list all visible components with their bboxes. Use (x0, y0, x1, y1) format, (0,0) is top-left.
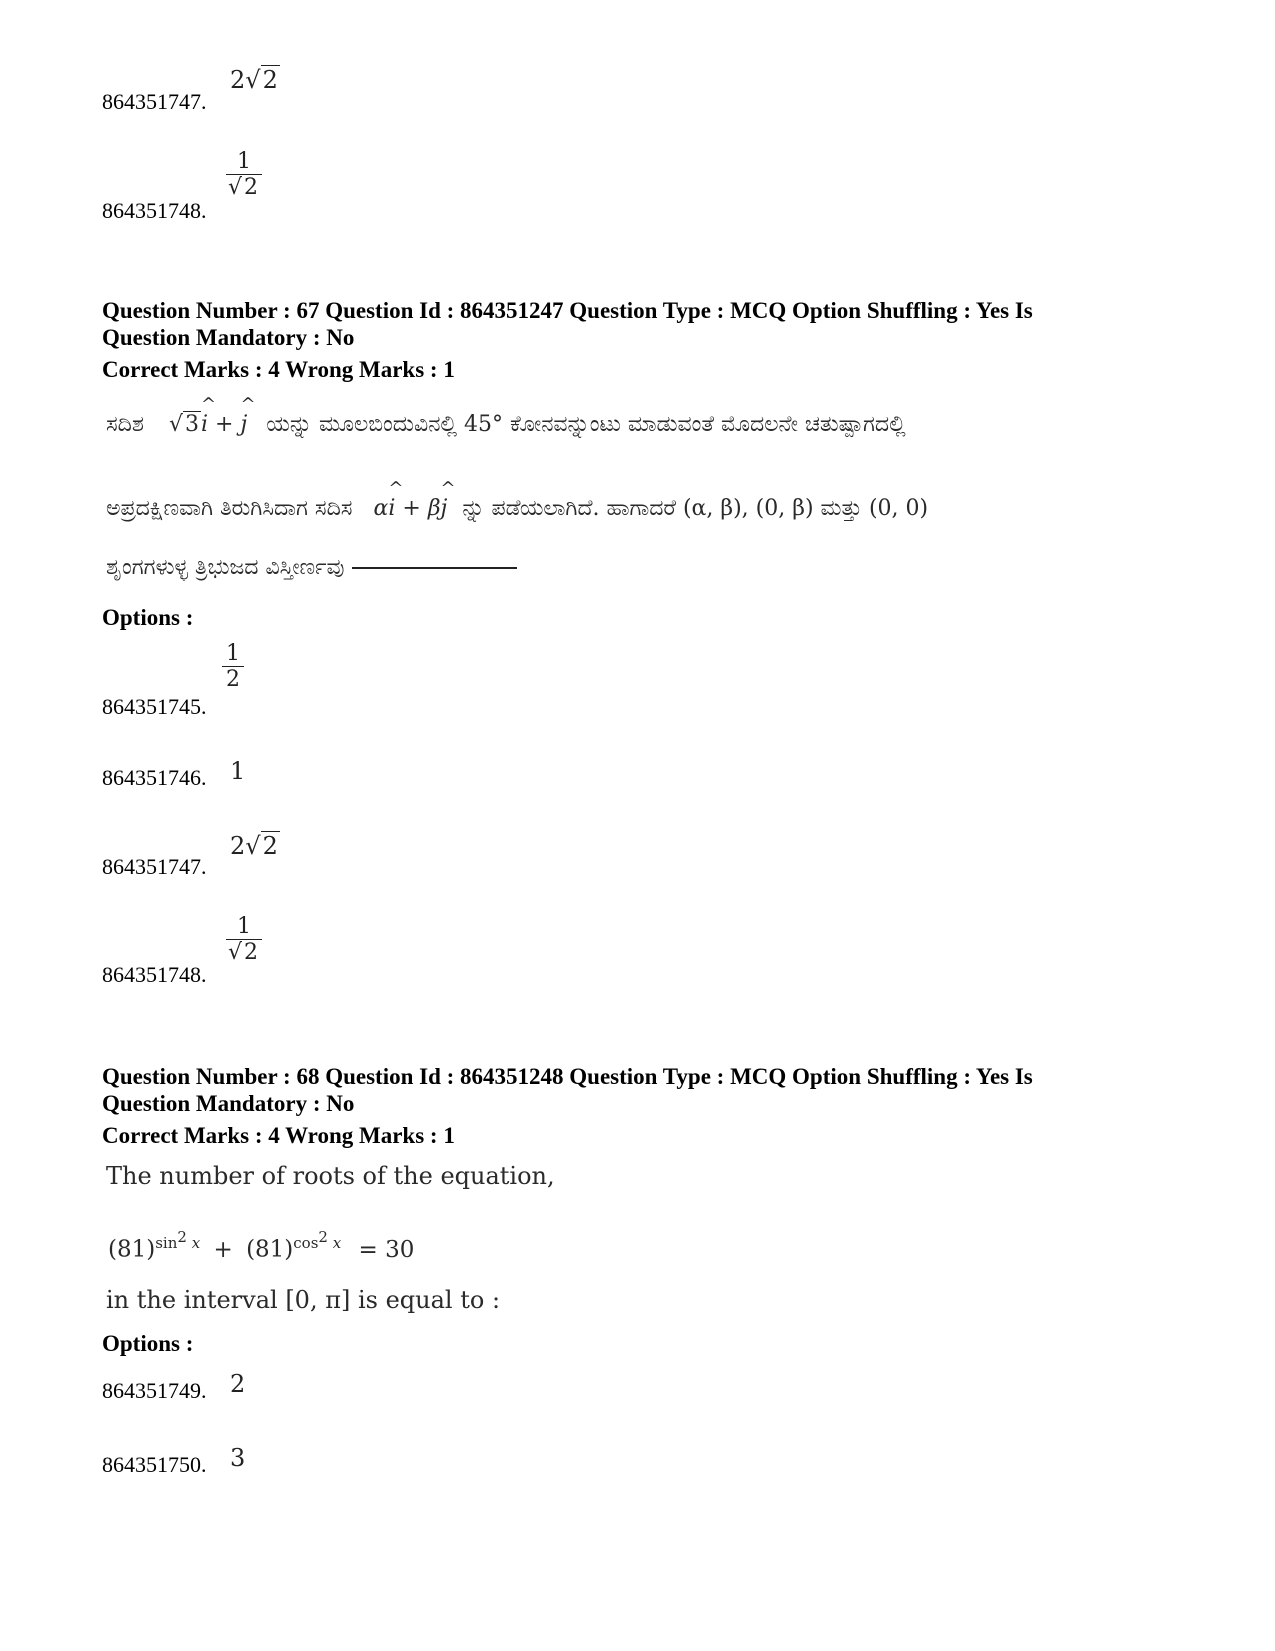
coefficient: 2 (230, 832, 246, 860)
coefficient: 2 (230, 66, 246, 94)
radicand: 2 (244, 175, 259, 200)
option-value: 2√2 (230, 66, 278, 94)
alpha: α (373, 496, 389, 521)
plus: + (215, 412, 234, 437)
question-text-line-1: ಸದಿಶ √3^ i + ^ j ಯನ್ನು ಮೂಲಬಿಂದುವಿನಲ್ಲಿ 45° ಕೋನವನ್ನುಂಟು ಮಾಡುವಂತೆ ಮೊದಲನೇ ಚತುಷ್ಪಾಗದಲ್ಲಿ (106, 412, 906, 437)
unit-vector-j: ^ j (240, 412, 247, 437)
numerator: 1 (237, 914, 252, 939)
options-label: Options : (102, 1331, 194, 1356)
option-fraction: $\frac{1}{√2}$ (226, 915, 262, 966)
question-text-line-1: The number of roots of the equation, (106, 1162, 555, 1190)
plus: + (213, 1236, 233, 1263)
plus: + (402, 496, 421, 521)
option-id: 864351750. (102, 1452, 207, 1477)
question-text-line-3 (106, 555, 517, 580)
exponent-func: cos (293, 1234, 319, 1252)
text: ಸದಿಶ (106, 412, 144, 437)
option-id: 864351748. (102, 962, 207, 987)
question-marks: Correct Marks : 4 Wrong Marks : 1 (102, 357, 455, 382)
option-fraction (222, 642, 244, 693)
question-mandatory: Question Mandatory : No (102, 325, 355, 350)
numerator: 1 (226, 641, 240, 666)
exponent-var: x (327, 1234, 342, 1252)
options-label: Options : (102, 605, 194, 630)
text: ಅಪ್ರದಕ್ಷಿಣವಾಗಿ ತಿರುಗಿಸಿದಾಗ ಸದಿಸ (106, 496, 353, 521)
equation-rhs: = 30 (358, 1236, 415, 1263)
question-text-line-2 (106, 496, 928, 521)
text: ಶೃಂಗಗಳುಳ್ಳ ತ್ರಿಭುಜದ ವಿಸ್ತೀರ್ಣವು (106, 555, 345, 580)
answer-blank (352, 567, 517, 569)
exponent-power: 2 (177, 1228, 187, 1246)
unit-vector-i: ^ i (388, 496, 395, 521)
radicand: 2 (262, 66, 278, 94)
option-id: 864351745. (102, 694, 207, 719)
option-id: 864351748. (102, 198, 207, 223)
radicand: 3 (184, 412, 199, 437)
option-id: 864351747. (102, 854, 207, 879)
option-id: 864351746. (102, 765, 207, 790)
exponent-func: sin (155, 1234, 178, 1252)
option-value: 2√2 (230, 832, 278, 860)
text: ಯನ್ನು ಮೂಲಬಿಂದುವಿನಲ್ಲಿ 45° ಕೋನವನ್ನುಂಟು ಮಾಡುವಂತೆ ಮೊದಲನೇ ಚತುಷ್ಪಾಗದಲ್ಲಿ (266, 412, 906, 437)
question-text-line-3: in the interval [0, π] is equal to : (106, 1286, 501, 1314)
base: (81) (246, 1236, 294, 1263)
beta: β (427, 496, 441, 521)
question-marks: Correct Marks : 4 Wrong Marks : 1 (102, 1123, 455, 1148)
question-header: Question Number : 68 Question Id : 864351248 Question Type : MCQ Option Shuffling : Yes Is (102, 1064, 1033, 1089)
question-header: Question Number : 67 Question Id : 864351247 Question Type : MCQ Option Shuffling : Yes Is (102, 298, 1033, 323)
option-fraction: $\frac{1}{√2}$ (226, 150, 262, 201)
option-value: 3 (230, 1444, 246, 1472)
option-id: 864351749. (102, 1378, 207, 1403)
question-equation (108, 1228, 414, 1263)
radicand: 2 (244, 940, 259, 965)
option-value: 2 (230, 1370, 246, 1398)
unit-vector-j: ^ j (441, 496, 448, 521)
option-value: 1 (230, 757, 246, 785)
base: (81) (108, 1236, 156, 1263)
radicand: 2 (262, 832, 278, 860)
denominator: 2 (226, 667, 240, 692)
exponent-power: 2 (318, 1228, 328, 1246)
option-id: 864351747. (102, 89, 207, 114)
exponent-var: x (186, 1234, 201, 1252)
unit-vector-i: ^ i (201, 412, 208, 437)
numerator: 1 (237, 149, 252, 174)
text: ನ್ನು ಪಡೆಯಲಾಗಿದೆ. ಹಾಗಾದರೆ (α, β), (0, β) ಮತ್ತು (0, 0) (462, 496, 929, 521)
question-mandatory: Question Mandatory : No (102, 1091, 355, 1116)
